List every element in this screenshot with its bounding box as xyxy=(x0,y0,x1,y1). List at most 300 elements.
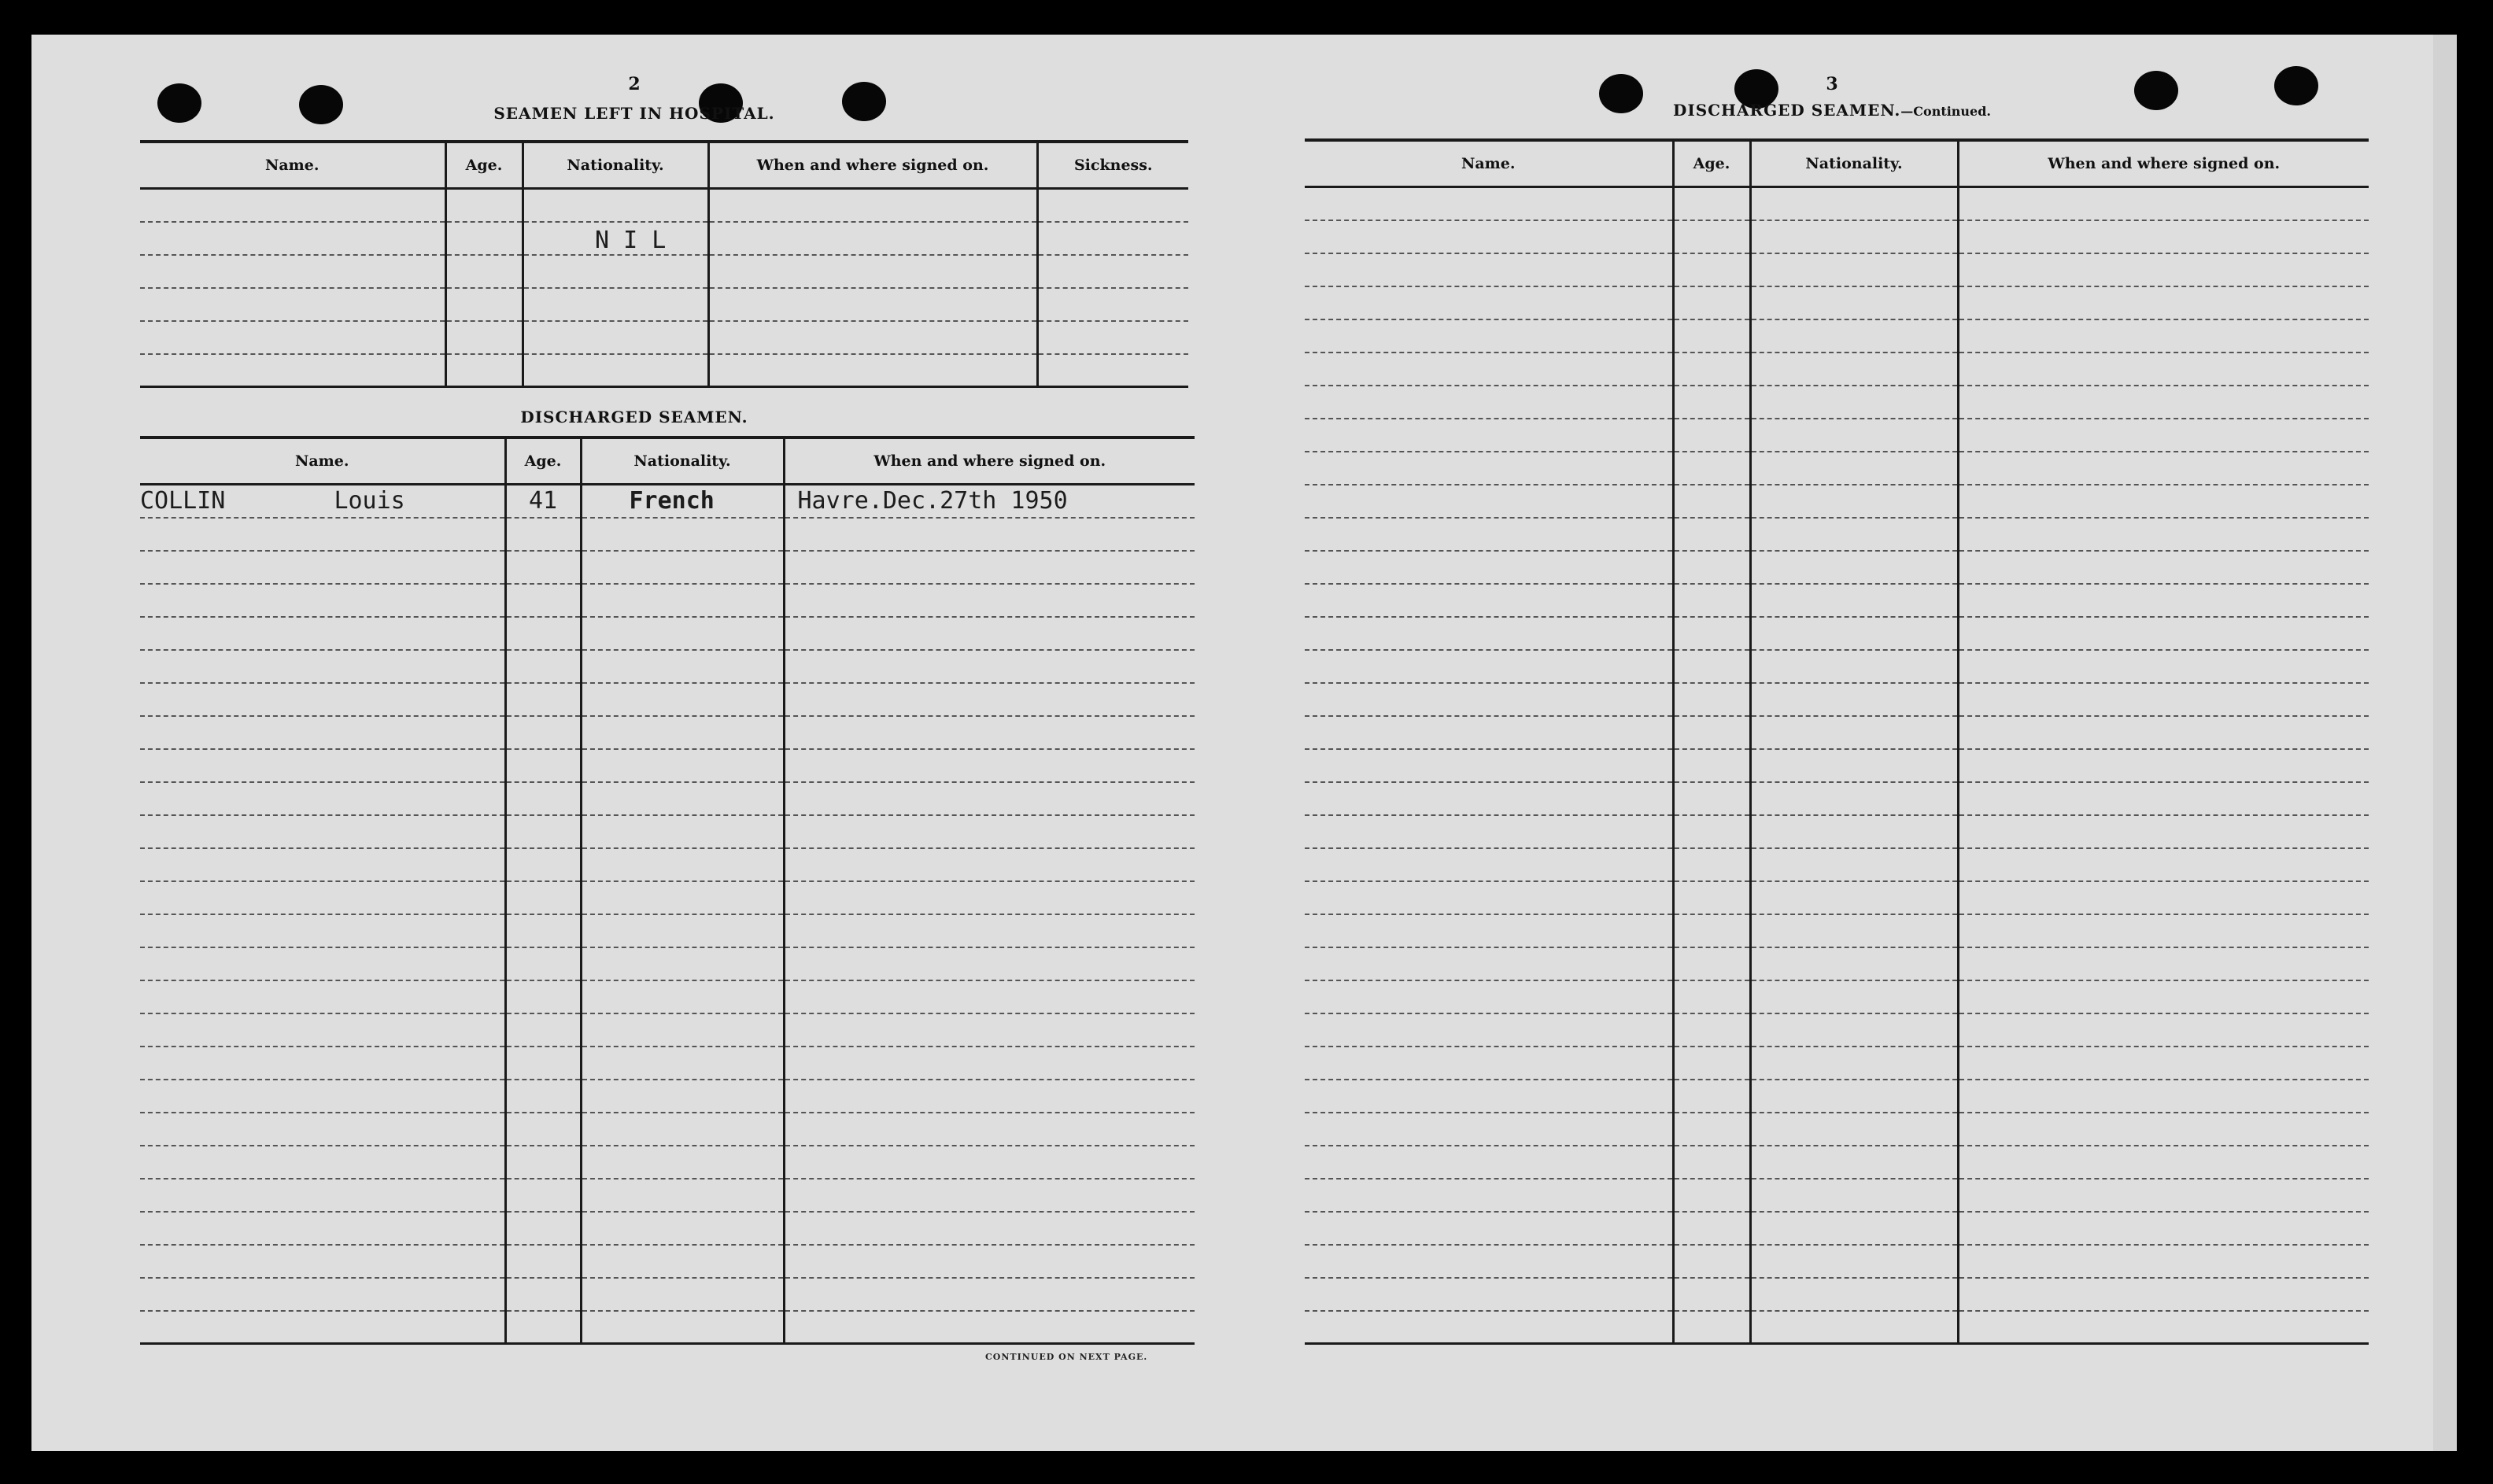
blank-cell xyxy=(445,222,523,255)
blank-cell xyxy=(1673,1146,1750,1179)
header-name: Name. xyxy=(1305,140,1673,187)
blank-cell xyxy=(1673,220,1750,253)
blank-cell xyxy=(505,1179,581,1212)
blank-cell xyxy=(140,222,445,255)
blank-cell xyxy=(505,650,581,683)
blank-cell xyxy=(784,947,1195,980)
blank-cell xyxy=(581,749,784,782)
table-row xyxy=(140,321,1188,354)
blank-cell xyxy=(1750,419,1958,452)
header-age: Age. xyxy=(445,142,523,189)
blank-cell xyxy=(1750,914,1958,947)
blank-cell xyxy=(1958,980,2369,1013)
blank-cell xyxy=(1958,353,2369,386)
blank-cell xyxy=(1958,1146,2369,1179)
blank-cell xyxy=(1750,716,1958,749)
blank-cell xyxy=(581,1179,784,1212)
blank-cell xyxy=(1750,1013,1958,1047)
blank-cell xyxy=(505,815,581,848)
blank-cell xyxy=(708,255,1037,288)
blank-cell xyxy=(784,848,1195,881)
blank-cell xyxy=(140,980,505,1013)
blank-cell xyxy=(140,551,505,584)
blank-cell xyxy=(784,650,1195,683)
blank-cell xyxy=(140,1311,505,1344)
blank-cell xyxy=(140,518,505,551)
table-row xyxy=(140,1245,1195,1278)
blank-cell xyxy=(1958,386,2369,419)
paper-edge xyxy=(2433,35,2457,1451)
table-row xyxy=(140,848,1195,881)
blank-cell xyxy=(581,1013,784,1047)
blank-cell xyxy=(523,255,708,288)
blank-cell xyxy=(1673,1047,1750,1080)
blank-cell xyxy=(1958,617,2369,650)
blank-cell xyxy=(1305,683,1673,716)
blank-cell xyxy=(581,980,784,1013)
blank-cell xyxy=(1673,1013,1750,1047)
blank-cell xyxy=(1305,881,1673,914)
blank-cell xyxy=(1958,716,2369,749)
blank-cell xyxy=(1750,452,1958,485)
blank-cell xyxy=(523,354,708,387)
blank-cell xyxy=(140,1146,505,1179)
blank-cell xyxy=(1305,782,1673,815)
blank-cell xyxy=(1958,551,2369,584)
blank-cell xyxy=(708,189,1037,222)
blank-cell xyxy=(445,354,523,387)
blank-cell xyxy=(581,1278,784,1311)
table-row xyxy=(140,1179,1195,1212)
blank-cell xyxy=(1958,253,2369,286)
blank-cell xyxy=(1037,288,1188,321)
blank-cell xyxy=(1750,1278,1958,1311)
blank-cell xyxy=(1958,1212,2369,1245)
blank-cell xyxy=(1305,1179,1673,1212)
blank-cell xyxy=(1305,980,1673,1013)
left-page xyxy=(107,35,1201,1451)
table-row xyxy=(1305,1146,2369,1179)
blank-cell xyxy=(784,1146,1195,1179)
blank-cell xyxy=(1958,683,2369,716)
blank-cell xyxy=(140,1047,505,1080)
header-nationality: Nationality. xyxy=(523,142,708,189)
blank-cell xyxy=(1750,749,1958,782)
blank-cell xyxy=(784,1047,1195,1080)
table-row xyxy=(140,1278,1195,1311)
signed-on: Havre.Dec.27th 1950 xyxy=(797,487,1068,515)
blank-cell xyxy=(1673,815,1750,848)
table-row xyxy=(140,1311,1195,1344)
table-row xyxy=(1305,253,2369,286)
blank-cell xyxy=(1750,1080,1958,1113)
table-row xyxy=(140,914,1195,947)
blank-cell xyxy=(505,881,581,914)
blank-cell xyxy=(1305,1245,1673,1278)
blank-cell xyxy=(1305,815,1673,848)
blank-cell xyxy=(445,255,523,288)
blank-cell xyxy=(1750,518,1958,551)
blank-cell xyxy=(523,321,708,354)
blank-cell xyxy=(1958,947,2369,980)
blank-cell xyxy=(581,584,784,617)
blank-cell xyxy=(1305,1212,1673,1245)
blank-cell xyxy=(505,1013,581,1047)
table-row xyxy=(140,354,1188,387)
blank-cell xyxy=(1750,848,1958,881)
blank-cell xyxy=(1673,452,1750,485)
given-name: Louis xyxy=(334,487,405,515)
page-title xyxy=(1305,101,2359,120)
blank-cell xyxy=(1750,485,1958,518)
blank-cell xyxy=(1750,1146,1958,1179)
blank-cell xyxy=(1750,782,1958,815)
blank-cell xyxy=(1958,749,2369,782)
blank-cell xyxy=(140,617,505,650)
blank-cell xyxy=(1750,1179,1958,1212)
table-row xyxy=(140,518,1195,551)
page-number: 3 xyxy=(1826,74,1838,94)
blank-cell xyxy=(581,1080,784,1113)
blank-cell xyxy=(1958,1311,2369,1344)
nationality: French xyxy=(629,487,715,515)
blank-cell xyxy=(1305,386,1673,419)
blank-cell xyxy=(1305,551,1673,584)
table-row xyxy=(1305,1047,2369,1080)
blank-cell xyxy=(505,947,581,980)
blank-cell xyxy=(581,881,784,914)
blank-cell xyxy=(581,1146,784,1179)
blank-cell xyxy=(1673,1179,1750,1212)
blank-cell xyxy=(445,321,523,354)
blank-cell xyxy=(1673,1113,1750,1146)
blank-cell xyxy=(1305,452,1673,485)
blank-cell xyxy=(784,1245,1195,1278)
blank-cell xyxy=(784,1179,1195,1212)
blank-cell xyxy=(1958,1245,2369,1278)
blank-cell xyxy=(1673,1245,1750,1278)
blank-cell xyxy=(581,617,784,650)
blank-cell xyxy=(1750,386,1958,419)
header-nationality: Nationality. xyxy=(1750,140,1958,187)
table-row xyxy=(140,584,1195,617)
blank-cell xyxy=(784,914,1195,947)
blank-cell xyxy=(784,881,1195,914)
blank-cell xyxy=(708,288,1037,321)
blank-cell xyxy=(1958,815,2369,848)
blank-cell xyxy=(1673,848,1750,881)
blank-cell xyxy=(1037,321,1188,354)
blank-cell xyxy=(1673,749,1750,782)
blank-cell xyxy=(140,815,505,848)
blank-cell xyxy=(1673,914,1750,947)
blank-cell xyxy=(581,1047,784,1080)
blank-cell xyxy=(505,782,581,815)
table-row xyxy=(140,189,1188,222)
blank-cell xyxy=(1958,914,2369,947)
blank-cell xyxy=(1750,353,1958,386)
name-cell xyxy=(140,485,505,518)
discharged-table xyxy=(140,436,1195,1345)
table-row xyxy=(140,881,1195,914)
blank-cell xyxy=(140,749,505,782)
blank-cell xyxy=(1305,1146,1673,1179)
blank-cell xyxy=(1673,551,1750,584)
table-row xyxy=(1305,220,2369,253)
table-row xyxy=(140,255,1188,288)
table-row xyxy=(140,782,1195,815)
blank-cell xyxy=(1305,947,1673,980)
blank-cell xyxy=(784,716,1195,749)
table-row xyxy=(1305,1311,2369,1344)
table-row xyxy=(1305,914,2369,947)
header-signed-on: When and where signed on. xyxy=(784,437,1195,485)
blank-cell xyxy=(1305,353,1673,386)
table-row xyxy=(140,716,1195,749)
blank-cell xyxy=(1750,319,1958,353)
blank-cell xyxy=(1673,947,1750,980)
table-row xyxy=(1305,551,2369,584)
blank-cell xyxy=(1673,518,1750,551)
blank-cell xyxy=(1673,1080,1750,1113)
blank-cell xyxy=(1958,1179,2369,1212)
blank-cell xyxy=(1305,1278,1673,1311)
blank-cell xyxy=(1750,584,1958,617)
blank-cell xyxy=(1673,319,1750,353)
blank-cell xyxy=(784,518,1195,551)
blank-cell xyxy=(1750,253,1958,286)
blank-cell xyxy=(140,189,445,222)
table-row xyxy=(1305,1080,2369,1113)
blank-cell xyxy=(1673,187,1750,220)
blank-cell xyxy=(581,1245,784,1278)
blank-cell xyxy=(1673,617,1750,650)
blank-cell xyxy=(1958,419,2369,452)
blank-cell xyxy=(1305,518,1673,551)
table-row xyxy=(140,1113,1195,1146)
blank-cell xyxy=(505,749,581,782)
blank-cell xyxy=(581,683,784,716)
blank-cell xyxy=(1673,1311,1750,1344)
blank-cell xyxy=(784,1311,1195,1344)
blank-cell xyxy=(1305,1311,1673,1344)
blank-cell xyxy=(1750,617,1958,650)
table-row xyxy=(140,650,1195,683)
blank-cell xyxy=(505,1047,581,1080)
blank-cell xyxy=(1673,419,1750,452)
blank-cell xyxy=(1305,1113,1673,1146)
table-row xyxy=(1305,1113,2369,1146)
table-row xyxy=(1305,980,2369,1013)
blank-cell xyxy=(784,551,1195,584)
blank-cell xyxy=(1305,848,1673,881)
table-row xyxy=(140,485,1195,518)
blank-cell xyxy=(581,1311,784,1344)
blank-cell xyxy=(1750,551,1958,584)
blank-cell xyxy=(784,617,1195,650)
surname: COLLIN xyxy=(140,487,226,515)
blank-cell xyxy=(1037,222,1188,255)
blank-cell xyxy=(1305,419,1673,452)
blank-cell xyxy=(1750,1113,1958,1146)
table-row xyxy=(1305,947,2369,980)
blank-cell xyxy=(1958,286,2369,319)
blank-cell xyxy=(140,947,505,980)
blank-cell xyxy=(140,848,505,881)
blank-cell xyxy=(523,288,708,321)
blank-cell xyxy=(1958,187,2369,220)
blank-cell xyxy=(505,683,581,716)
section-title: DISCHARGED SEAMEN. xyxy=(520,408,748,426)
table-row xyxy=(1305,1179,2369,1212)
title-suffix: —Continued. xyxy=(1900,104,1991,119)
blank-cell xyxy=(505,1311,581,1344)
blank-cell xyxy=(581,815,784,848)
blank-cell xyxy=(140,255,445,288)
blank-cell xyxy=(1750,881,1958,914)
table-row xyxy=(1305,650,2369,683)
blank-cell xyxy=(505,551,581,584)
table-row xyxy=(1305,683,2369,716)
table-row xyxy=(1305,716,2369,749)
blank-cell xyxy=(1673,386,1750,419)
blank-cell xyxy=(505,1245,581,1278)
blank-cell xyxy=(784,749,1195,782)
blank-cell xyxy=(1958,1080,2369,1113)
blank-cell xyxy=(1673,782,1750,815)
blank-cell xyxy=(1673,353,1750,386)
table-row xyxy=(140,947,1195,980)
blank-cell xyxy=(140,584,505,617)
header-name: Name. xyxy=(140,142,445,189)
blank-cell xyxy=(140,683,505,716)
blank-cell xyxy=(1750,286,1958,319)
blank-cell xyxy=(1750,1311,1958,1344)
right-page xyxy=(1305,35,2406,1451)
blank-cell xyxy=(1037,354,1188,387)
table-row xyxy=(1305,419,2369,452)
blank-cell xyxy=(784,782,1195,815)
blank-cell xyxy=(1958,1278,2369,1311)
table-row xyxy=(1305,518,2369,551)
table-row xyxy=(1305,815,2369,848)
blank-cell xyxy=(581,716,784,749)
blank-cell xyxy=(1673,1212,1750,1245)
blank-cell xyxy=(1305,914,1673,947)
table-row xyxy=(140,1146,1195,1179)
header-signed-on: When and where signed on. xyxy=(708,142,1037,189)
header-name: Name. xyxy=(140,437,505,485)
blank-cell xyxy=(1305,650,1673,683)
table-row xyxy=(1305,386,2369,419)
blank-cell xyxy=(1037,189,1188,222)
blank-cell xyxy=(523,189,708,222)
table-row xyxy=(1305,584,2369,617)
discharged-continued-table xyxy=(1305,138,2369,1345)
blank-cell xyxy=(1305,485,1673,518)
table-row xyxy=(1305,353,2369,386)
blank-cell xyxy=(505,1080,581,1113)
blank-cell xyxy=(140,288,445,321)
blank-cell xyxy=(581,947,784,980)
nationality-cell xyxy=(581,485,784,518)
blank-cell xyxy=(1958,650,2369,683)
blank-cell xyxy=(1958,848,2369,881)
blank-cell xyxy=(505,914,581,947)
blank-cell xyxy=(505,518,581,551)
blank-cell xyxy=(581,782,784,815)
blank-cell xyxy=(1958,584,2369,617)
table-row xyxy=(140,1212,1195,1245)
blank-cell xyxy=(784,683,1195,716)
blank-cell xyxy=(1305,749,1673,782)
blank-cell xyxy=(505,584,581,617)
blank-cell xyxy=(1750,1212,1958,1245)
blank-cell xyxy=(1037,255,1188,288)
page-title: SEAMEN LEFT IN HOSPITAL. xyxy=(493,104,775,123)
table-row xyxy=(140,815,1195,848)
blank-cell xyxy=(1673,716,1750,749)
blank-cell xyxy=(1673,683,1750,716)
blank-cell xyxy=(581,914,784,947)
blank-cell xyxy=(140,354,445,387)
table-row xyxy=(140,1047,1195,1080)
blank-cell xyxy=(581,551,784,584)
header-age: Age. xyxy=(505,437,581,485)
blank-cell xyxy=(1305,187,1673,220)
table-row xyxy=(140,683,1195,716)
table-row xyxy=(140,1080,1195,1113)
blank-cell xyxy=(1673,286,1750,319)
blank-cell xyxy=(140,1245,505,1278)
blank-cell xyxy=(1750,1245,1958,1278)
table-row xyxy=(140,749,1195,782)
blank-cell xyxy=(784,815,1195,848)
blank-cell xyxy=(1305,1013,1673,1047)
blank-cell xyxy=(140,1080,505,1113)
blank-cell xyxy=(140,1212,505,1245)
blank-cell xyxy=(1958,1113,2369,1146)
blank-cell xyxy=(1673,1278,1750,1311)
blank-cell xyxy=(1958,319,2369,353)
table-row xyxy=(1305,187,2369,220)
title-text: DISCHARGED SEAMEN. xyxy=(1673,101,1901,120)
nil-entry: N I L xyxy=(595,227,667,254)
blank-cell xyxy=(784,980,1195,1013)
blank-cell xyxy=(1958,452,2369,485)
table-row xyxy=(1305,749,2369,782)
table-row xyxy=(1305,485,2369,518)
blank-cell xyxy=(1305,220,1673,253)
table-row xyxy=(1305,782,2369,815)
document-sheet xyxy=(31,35,2457,1451)
table-row xyxy=(1305,881,2369,914)
table-row xyxy=(140,288,1188,321)
blank-cell xyxy=(581,650,784,683)
blank-cell xyxy=(445,288,523,321)
blank-cell xyxy=(581,1212,784,1245)
blank-cell xyxy=(1750,980,1958,1013)
header-age: Age. xyxy=(1673,140,1750,187)
blank-cell xyxy=(1673,485,1750,518)
table-row xyxy=(1305,1245,2369,1278)
blank-cell xyxy=(140,1113,505,1146)
blank-cell xyxy=(140,881,505,914)
blank-cell xyxy=(1750,683,1958,716)
blank-cell xyxy=(1958,220,2369,253)
blank-cell xyxy=(1673,253,1750,286)
blank-cell xyxy=(784,584,1195,617)
